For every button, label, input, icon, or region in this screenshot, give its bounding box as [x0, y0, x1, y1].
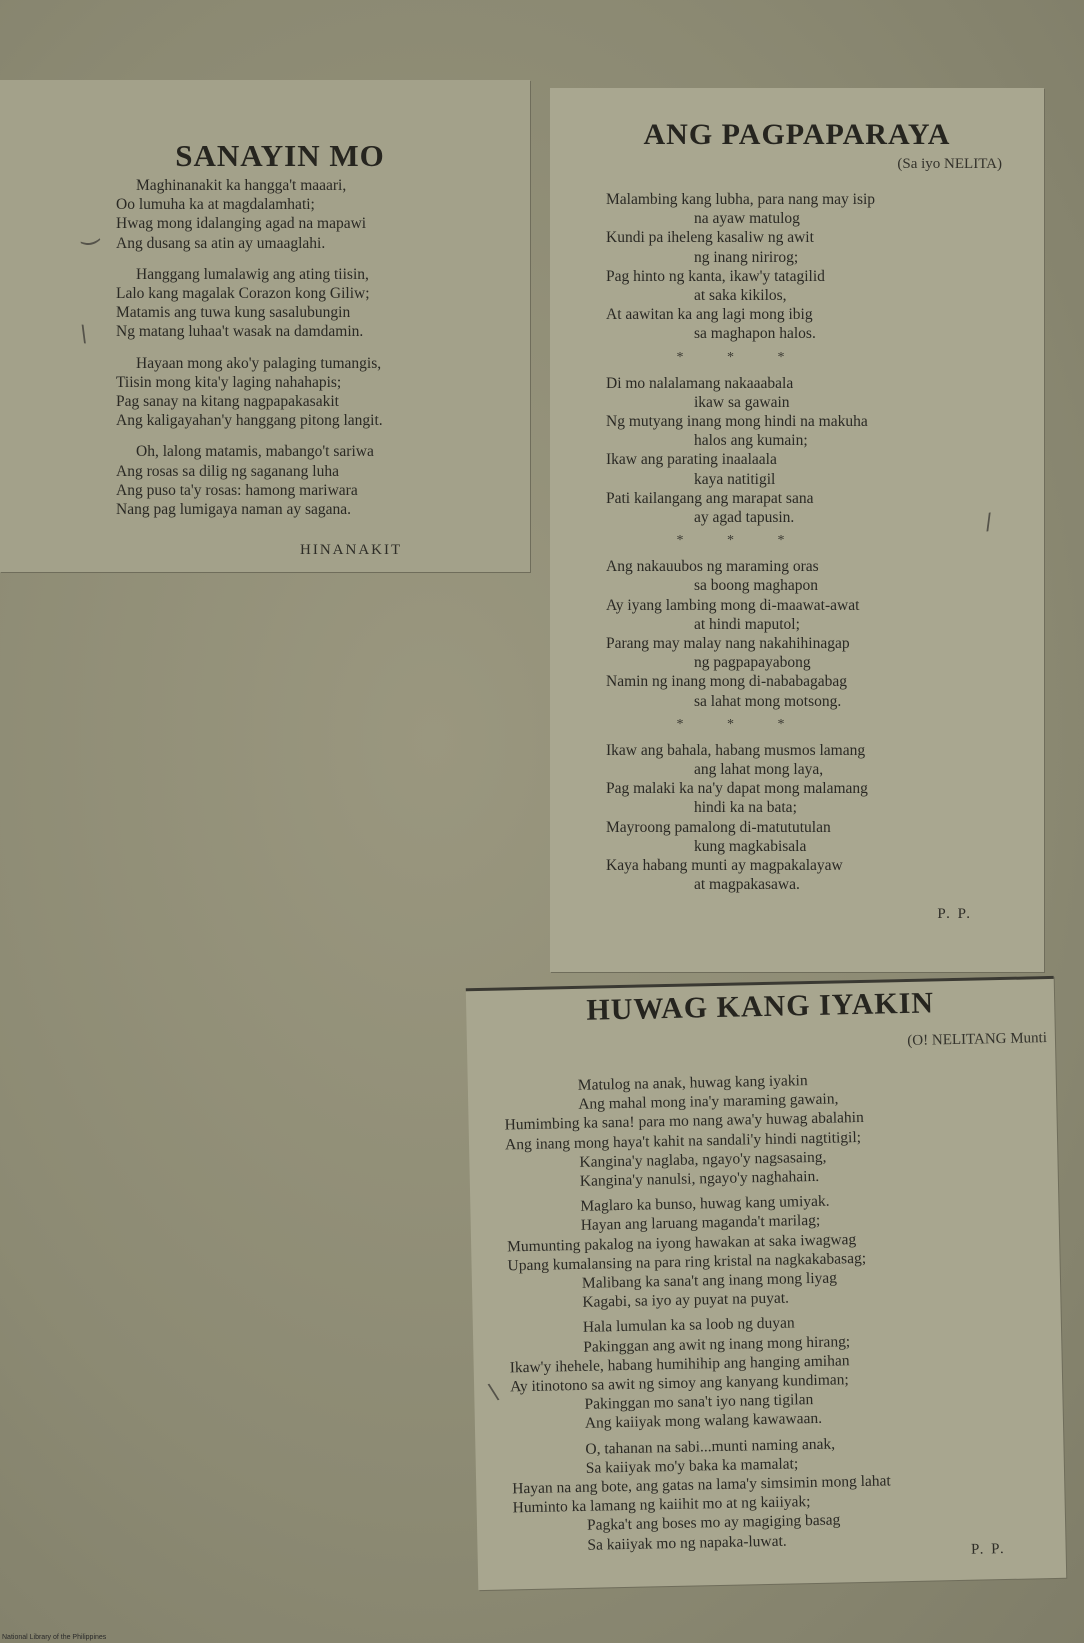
poem-line: Kaya habang munti ay magpakalayaw: [606, 857, 843, 875]
poem-line: O, tahanan na sabi...munti naming anak,: [585, 1435, 836, 1458]
poem-line: Ikaw'y ihehele, habang humihihip ang hanging amihan: [509, 1352, 850, 1377]
poem-line: Hanggang lumalawig ang ating tiisin,: [136, 265, 369, 283]
poem-line: ng inang nirirog;: [694, 248, 799, 266]
poem-line: at hindi maputol;: [694, 615, 800, 633]
poem-line: Malambing kang lubha, para nang may isip: [606, 191, 876, 208]
poem-line: Matulog na anak, huwag kang iyakin: [577, 1072, 808, 1094]
poem-line: sa boong maghapon: [694, 577, 818, 595]
poem-line: Ang kaiiyak mong walang kawawaan.: [584, 1410, 823, 1433]
poem-line: Pati kailangang ang marapat sana: [606, 489, 814, 507]
poem-line: Parang may malay nang nakahihinagap: [606, 635, 850, 653]
poem-line: Ikaw ang parating inaalaala: [606, 451, 777, 469]
poem-body: [116, 176, 383, 531]
pencil-mark-icon: /: [982, 509, 995, 536]
poem-line: Ang puso ta'y rosas: hamong mariwara: [116, 481, 358, 499]
poem-title: ANG PAGPAPARAYA: [643, 118, 951, 151]
poem-line: Matamis ang tuwa kung sasalubungin: [116, 304, 351, 322]
poem-line: Kangina'y nanulsi, ngayo'y naghahain.: [579, 1167, 820, 1190]
poem-title: HUWAG KANG IYAKIN: [586, 986, 935, 1027]
poem-line: Hayaan mong ako'y palaging tumangis,: [136, 354, 382, 372]
poem-body: [504, 1070, 893, 1557]
poem-line: Di mo nalalamang nakaaabala: [606, 374, 794, 392]
poem-line: Ang mahal mong ina'y maraming gawain,: [578, 1090, 839, 1114]
poem-line: kung magkabisala: [694, 837, 807, 855]
poem-line: Kangina'y naglaba, ngayo'y nagsasaing,: [579, 1148, 827, 1171]
poem-line: Ang nakauubos ng maraming oras: [606, 558, 819, 576]
poem-line: Upang kumalansing na para ring kristal na nagkakabasag;: [507, 1249, 867, 1275]
poem-line: Ng mutyang inang mong hindi na makuha: [606, 413, 868, 431]
poem-line: Pakinggan ang awit ng inang mong hirang;: [583, 1332, 851, 1356]
poem-line: Ay iyang lambing mong di-maawat-awat: [606, 596, 860, 614]
stanza: [606, 557, 875, 711]
stanza: [116, 265, 383, 342]
poem-line: Oh, lalong matamis, mabango't sariwa: [136, 443, 374, 461]
poem-line: Pag malaki ka na'y dapat mong malamang: [606, 780, 868, 798]
clipping-sanayin-mo: [0, 80, 530, 572]
stanza: [606, 741, 875, 895]
poem-line: ang lahat mong laya,: [694, 761, 824, 779]
poem-line: Kundi pa iheleng kasaliw ng awit: [606, 229, 814, 247]
poem-title: SANAYIN MO: [175, 138, 385, 173]
poem-line: halos ang kumain;: [694, 432, 808, 450]
poem-line: Hala lumulan ka sa loob ng duyan: [582, 1314, 795, 1337]
poem-line: at magpakasawa.: [694, 876, 800, 894]
poem-signature: P. P.: [937, 906, 972, 922]
stanza: [606, 374, 875, 528]
stanza: [116, 354, 383, 431]
poem-line: na ayaw matulog: [694, 210, 800, 228]
poem-line: Ikaw ang bahala, habang musmos lamang: [606, 741, 866, 759]
poem-line: ay agad tapusin.: [694, 509, 795, 527]
poem-line: Pagka't ang boses mo ay magiging basag: [586, 1511, 841, 1535]
poem-line: Mayroong pamalong di-matututulan: [606, 818, 831, 836]
poem-line: Oo lumuha ka at magdalamhati;: [116, 196, 315, 214]
poem-line: Hwag mong idalanging agad na mapawi: [116, 215, 367, 233]
pencil-mark-icon: ): [77, 236, 104, 249]
poem-line: Maglaro ka bunso, huwag kang umiyak.: [580, 1192, 830, 1216]
poem-signature: P. P.: [970, 1541, 1006, 1558]
poem-line: Sa kaiiyak mo ng napaka-luwat.: [587, 1532, 787, 1554]
poem-line: ng pagpapayabong: [694, 654, 811, 672]
stanza: [116, 442, 383, 519]
poem-line: Ang rosas sa dilig ng saganang luha: [116, 462, 339, 480]
poem-line: hindi ka na bata;: [694, 799, 797, 817]
poem-line: kaya natitigil: [694, 470, 776, 488]
poem-line: Pag sanay na kitang nagpapakasakit: [116, 393, 339, 411]
poem-line: Humimbing ka sana! para mo nang awa'y huwag abalahin: [504, 1109, 864, 1134]
clipping-ang-pagpaparaya: [550, 88, 1044, 972]
pencil-mark-icon: \: [77, 321, 90, 348]
clipping-huwag-kang-iyakin: [466, 976, 1066, 1590]
poem-line: ikaw sa gawain: [694, 393, 790, 411]
poem-line: Sa kaiiyak mo'y baka ka mamalat;: [585, 1455, 799, 1477]
poem-line: Lalo kang magalak Corazon kong Giliw;: [116, 285, 370, 303]
poem-signature: HINANAKIT: [300, 542, 403, 558]
stanza-divider: * * *: [676, 349, 805, 365]
poem-line: Nang pag lumigaya naman ay sagana.: [116, 501, 351, 519]
poem-line: Ng matang luhaa't wasak na damdamin.: [116, 323, 364, 341]
poem-dedication: (O! NELITANG Munti: [907, 1030, 1048, 1049]
stanza-divider: * * *: [676, 716, 805, 732]
poem-line: Hayan ang laruang maganda't marilag;: [580, 1212, 821, 1235]
poem-line: at saka kikilos,: [694, 287, 787, 305]
poem-line: Tiisin mong kita'y laging nahahapis;: [116, 373, 342, 391]
poem-line: At aawitan ka ang lagi mong ibig: [606, 306, 813, 324]
poem-line: Maghinanakit ka hangga't maaari,: [136, 177, 347, 194]
poem-line: Pag hinto ng kanta, ikaw'y tatagilid: [606, 267, 825, 285]
poem-line: Ang dusang sa atin ay umaaglahi.: [116, 234, 326, 252]
poem-line: Pakinggan mo sana't iyo nang tigilan: [584, 1391, 814, 1414]
footer-credit: National Library of the Philippines: [2, 1634, 107, 1641]
stanza-divider: * * *: [676, 533, 805, 549]
stanza: [116, 176, 383, 253]
poem-dedication: (Sa iyo NELITA): [897, 156, 1002, 172]
poem-line: Ay itinotono sa awit ng simoy ang kanyang kundiman;: [509, 1371, 849, 1396]
stanza: [606, 190, 875, 344]
poem-line: Ang kaligayahan'y hanggang pitong langit.: [116, 412, 383, 430]
poem-line: Malibang ka sana't ang inang mong liyag: [581, 1269, 838, 1292]
poem-line: Namin ng inang mong di-nababagabag: [606, 673, 848, 691]
poem-line: Huminto ka lamang ng kaiihit mo at ng kaiiyak;: [512, 1493, 811, 1517]
pencil-mark-icon: \: [486, 1379, 501, 1406]
poem-body: [606, 190, 875, 895]
poem-line: Kagabi, sa iyo ay puyat na puyat.: [582, 1289, 790, 1312]
poem-line: Mumunting pakalog na iyong hawakan at saka iwagwag: [507, 1230, 857, 1256]
poem-line: Ang inang mong haya't kahit na sandali'y hindi nagtitigil;: [504, 1128, 862, 1154]
poem-line: sa lahat mong motsong.: [694, 692, 842, 710]
poem-line: Hayan na ang bote, ang gatas na lama'y simsimin mong lahat: [512, 1472, 891, 1498]
poem-line: sa maghapon halos.: [694, 325, 816, 343]
